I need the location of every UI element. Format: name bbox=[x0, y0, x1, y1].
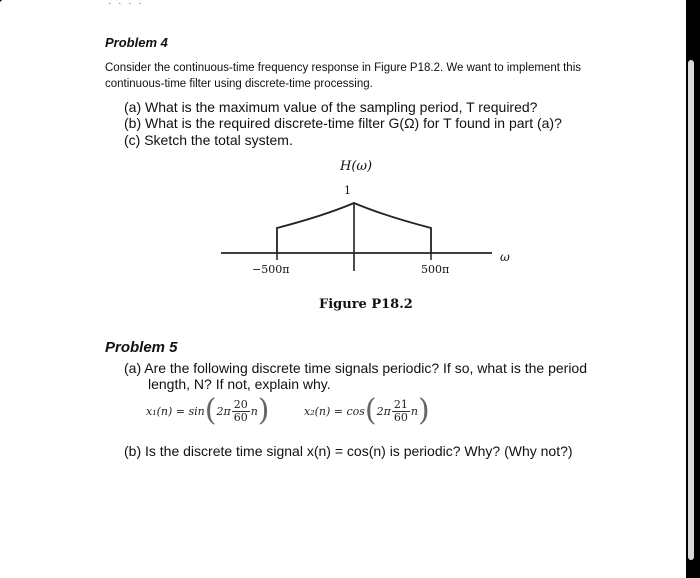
x2-numerator: 21 bbox=[393, 397, 408, 411]
problem4-question-c: (c) Sketch the total system. bbox=[124, 132, 293, 148]
x2-fraction bbox=[392, 399, 410, 424]
x2-right-paren: ) bbox=[417, 393, 430, 428]
x2-var: n bbox=[410, 404, 418, 418]
problem5-question-b: (b) Is the discrete time signal x(n) = cos(n) is periodic? Why? (Why not?) bbox=[124, 443, 573, 459]
x1-denominator: 60 bbox=[233, 410, 248, 424]
x1-right-paren: ) bbox=[257, 393, 270, 428]
x1-left-paren: ( bbox=[204, 393, 217, 428]
problem4-question-a: (a) What is the maximum value of the sampling period, T required? bbox=[124, 99, 538, 115]
problem5-question-a-continued: length, N? If not, explain why. bbox=[148, 376, 331, 392]
peak-label: 1 bbox=[344, 184, 351, 197]
vertical-scrollbar[interactable] bbox=[688, 60, 694, 560]
top-cropped-text: · · · · bbox=[108, 0, 144, 9]
response-curve bbox=[277, 203, 431, 253]
problem5-question-a: (a) Are the following discrete time signals periodic? If so, what is the period bbox=[124, 360, 588, 376]
signal-x2-formula bbox=[304, 392, 430, 430]
figure-caption: Figure P18.2 bbox=[319, 297, 413, 312]
h-axis-label: H(ω) bbox=[340, 159, 373, 174]
x2-coef: 2π bbox=[376, 404, 391, 418]
x2-denominator: 60 bbox=[393, 410, 408, 424]
x1-coef: 2π bbox=[216, 404, 231, 418]
signal-x1-formula bbox=[146, 392, 270, 430]
x1-fraction bbox=[232, 399, 250, 424]
x2-left-paren: ( bbox=[364, 393, 377, 428]
x1-numerator: 20 bbox=[233, 397, 248, 411]
problem4-intro: Consider the continuous-time frequency response in Figure P18.2. We want to implement this continuous-time filter using discrete-time processing. bbox=[105, 62, 582, 90]
problem4-question-b: (b) What is the required discrete-time filter G(Ω) for T found in part (a)? bbox=[124, 115, 562, 131]
problem5-title: Problem 5 bbox=[105, 339, 178, 356]
tick-label-minus-500pi: −500π bbox=[252, 263, 290, 276]
x1-var: n bbox=[250, 404, 258, 418]
omega-axis-label: ω bbox=[500, 250, 510, 264]
tick-label-500pi: 500π bbox=[421, 263, 450, 276]
problem4-title: Problem 4 bbox=[105, 35, 168, 50]
x1-lhs: x₁(n) = sin bbox=[146, 404, 205, 418]
x2-lhs: x₂(n) = cos bbox=[304, 404, 365, 418]
